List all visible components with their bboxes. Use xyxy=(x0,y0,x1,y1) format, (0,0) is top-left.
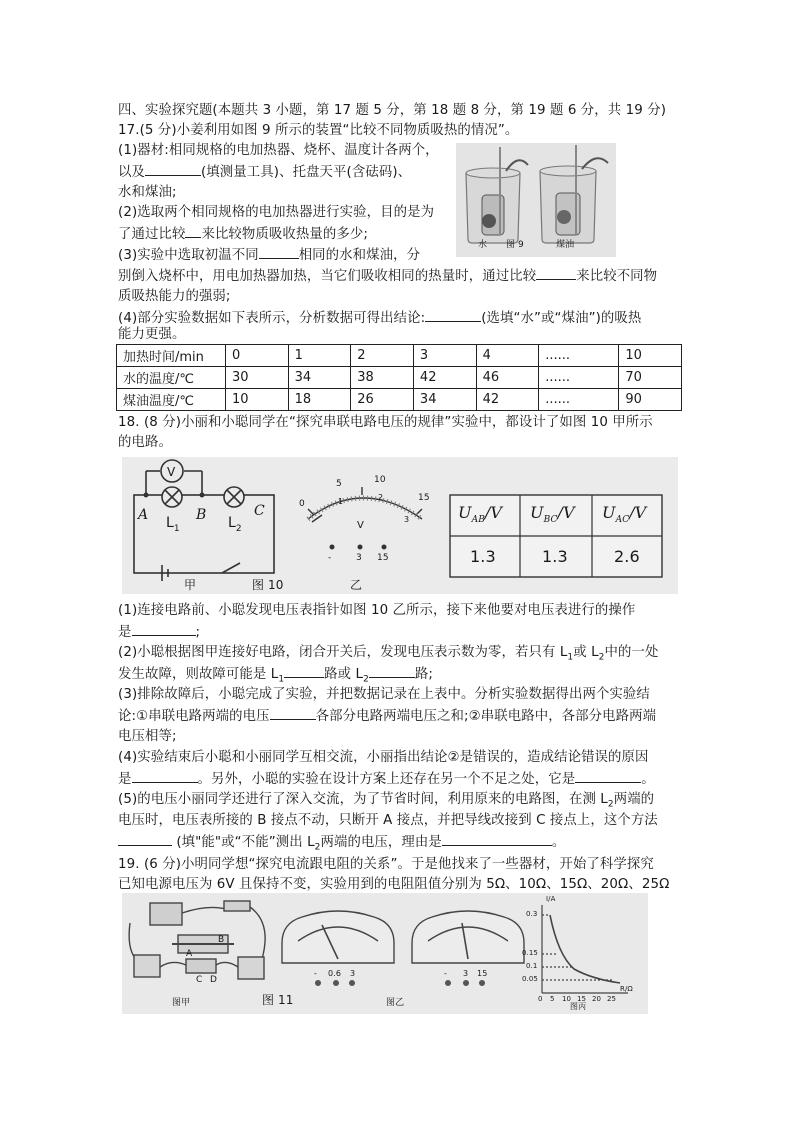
section-heading: 四、实验探究题(本题共 3 小题，第 17 题 5 分，第 18 题 8 分，第 19 题 6 分，共 19 分) xyxy=(118,103,667,118)
header-uac xyxy=(602,503,646,530)
answer-blank[interactable] xyxy=(442,832,552,846)
graph-x-tick: 15 xyxy=(577,995,587,1003)
text: U xyxy=(530,503,544,522)
subscript: 1 xyxy=(173,523,180,534)
text: 或 L xyxy=(573,645,599,660)
figure-11 xyxy=(122,893,648,1014)
ammeter-terminal: - xyxy=(314,969,317,978)
graph-y-tick: 0.05 xyxy=(522,975,538,983)
q18-p5-line3: (填"能"或“不能”测出 $L_2$两端的电压，理由是 。 xyxy=(118,832,565,858)
point-c-label: C xyxy=(254,503,265,519)
meter-tick: 1 xyxy=(338,497,344,506)
lamp2-label xyxy=(228,513,242,539)
graph-x-axis-label: R/Ω xyxy=(620,985,633,993)
q17-p2-line2 xyxy=(118,224,368,245)
text: 中的一处 xyxy=(604,645,659,660)
point-b-label: B xyxy=(196,507,207,523)
table-cell: 30 xyxy=(226,367,289,389)
q19-title-line1: 19. (6 分)小明同学想“探究电流跟电阻的关系”。于是他找来了一些器材，开始了科学探究 xyxy=(118,857,654,872)
answer-blank[interactable] xyxy=(145,162,201,176)
table-row xyxy=(117,367,682,389)
q18-title-line1: 18. (8 分)小丽和小聪同学在“探究串联电路电压的规律”实验中，都设计了如图 10 甲所示 xyxy=(118,415,653,430)
text: /V xyxy=(629,503,647,522)
text: 别倒入烧杯中，用电加热器加热，当它们吸收相同的热量时，通过比较 xyxy=(118,269,537,284)
q18-p3-line2 xyxy=(118,706,656,727)
value-ubc: 1.3 xyxy=(542,547,568,566)
q17-p4-line1 xyxy=(118,308,641,329)
q17-p3-line2 xyxy=(118,266,657,287)
text: (选填“水”或“煤油”)的吸热 xyxy=(481,311,642,326)
table-cell: 4 xyxy=(476,345,539,367)
terminal-label: 3 xyxy=(356,553,362,563)
text: L xyxy=(166,515,174,531)
label-tu-jia: 图甲 xyxy=(172,998,191,1008)
figure-10 xyxy=(122,457,678,594)
table-row xyxy=(117,345,682,367)
answer-blank[interactable] xyxy=(284,664,324,678)
graph-x-tick: 10 xyxy=(562,995,572,1003)
text: (2)小聪根据图甲连接好电路，闭合开关后，发现电压表示数为零，若只有 L xyxy=(118,645,568,660)
text: L xyxy=(228,515,236,531)
label-tu-yi: 图乙 xyxy=(386,998,405,1008)
graph-x-tick: 5 xyxy=(550,995,555,1003)
figure-11-caption: 图 11 xyxy=(262,993,294,1007)
ammeter-terminal: 3 xyxy=(350,969,356,978)
table-cell: 42 xyxy=(413,367,476,389)
text: 两端的电压，理由是 xyxy=(320,835,442,850)
q19-title-line2: 已知电源电压为 6V 且保持不变，实验用到的电阻阻值分别为 5Ω、10Ω、15Ω、20Ω、25Ω xyxy=(118,877,670,892)
text: (填"能"或“不能”测出 L xyxy=(176,835,315,850)
q18-p2-line2: 发生故障，则故障可能是 $L_1$ 路或 $L_2$ 路; xyxy=(118,664,433,690)
subscript: AC xyxy=(615,515,630,526)
table-cell: 煤油温度/℃ xyxy=(117,389,226,411)
q17-p1-line2 xyxy=(118,162,411,183)
value-uab: 1.3 xyxy=(470,547,496,566)
q17-p1-line3: 水和煤油; xyxy=(118,185,177,200)
q18-p2-line1: (2)小聪根据图甲连接好电路，闭合开关后，发现电压表示数为零，若只有 $L_1$或 $L_2$中的一处 xyxy=(118,645,659,663)
q17-title: 17.(5 分)小姜利用如图 9 所示的装置“比较不同物质吸热的情况”。 xyxy=(118,123,519,138)
subscript: BC xyxy=(543,515,558,526)
q18-p3-line3: 电压相等; xyxy=(118,729,177,744)
voltmeter-terminal: 15 xyxy=(477,969,488,978)
text: 了通过比较 xyxy=(118,227,186,242)
point-a-label: A xyxy=(138,507,149,523)
text: 。另外，小聪的实验在设计方案上还存在另一个不足之处，它是 xyxy=(197,772,576,787)
label-water: 水 xyxy=(478,240,488,250)
graph-x-tick: 0 xyxy=(538,995,543,1003)
meter-tick: 2 xyxy=(378,493,384,502)
text: 路; xyxy=(414,667,433,682)
table-cell: 46 xyxy=(476,367,539,389)
res-label-a: A xyxy=(186,949,193,959)
graph-y-tick: 0.1 xyxy=(526,962,538,970)
q17-p1-line1: (1)器材:相同规格的电加热器、烧杯、温度计各两个， xyxy=(118,143,439,158)
res-label-d: D xyxy=(210,975,218,985)
text: /V xyxy=(557,503,575,522)
q17-p4-line2: 能力更强。 xyxy=(118,327,186,342)
text: 发生故障，则故障可能是 L xyxy=(118,667,279,682)
figure-10-caption: 图 10 xyxy=(252,578,284,592)
q18-p4-line1: (4)实验结束后小聪和小丽同学互相交流，小丽指出结论②是错误的，造成结论错误的原因 xyxy=(118,750,649,765)
subscript: AB xyxy=(471,515,485,526)
q18-title-line2: 的电路。 xyxy=(118,435,172,450)
meter-tick: 0 xyxy=(299,499,305,509)
q17-p3-line1 xyxy=(118,245,420,266)
text: 相同的水和煤油，分 xyxy=(298,248,421,263)
text: (填测量工具)、托盘天平(含砝码)、 xyxy=(200,165,412,180)
table-cell: 2 xyxy=(351,345,414,367)
text: 两端的 xyxy=(613,792,655,807)
figure-9-caption: 图 9 xyxy=(506,240,524,250)
q18-p5-line2: 电压时，电压表所接的 B 接点不动，只断开 A 接点，并把导线改接到 C 接点上，这个方法 xyxy=(118,813,658,828)
table-cell: 0 xyxy=(226,345,289,367)
label-tu-bing: 图丙 xyxy=(570,1002,587,1011)
text: 来比较物质吸收热量的多少; xyxy=(201,227,368,242)
figure-10-drawing xyxy=(122,457,678,594)
text: U xyxy=(458,503,472,522)
text: 论:①串联电路两端的电压 xyxy=(118,709,270,724)
q17-data-table xyxy=(116,344,682,411)
answer-blank[interactable] xyxy=(575,769,641,783)
table-cell: ...... xyxy=(539,389,619,411)
graph-x-tick: 25 xyxy=(607,995,617,1003)
graph-x-tick: 20 xyxy=(592,995,602,1003)
answer-blank[interactable] xyxy=(536,266,576,280)
text: 。 xyxy=(551,835,566,850)
meter-tick: 10 xyxy=(374,475,386,485)
table-row xyxy=(117,389,682,411)
answer-blank[interactable] xyxy=(132,622,196,636)
table-cell: 加热时间/min xyxy=(117,345,226,367)
subscript: 2 xyxy=(235,523,242,534)
text: 各部分电路两端电压之和;②串联电路中，各部分电路两端 xyxy=(315,709,657,724)
text: 是 xyxy=(118,772,132,787)
meter-tick: 15 xyxy=(418,493,430,503)
table-cell: 26 xyxy=(351,389,414,411)
table-cell: 38 xyxy=(351,367,414,389)
text: 。 xyxy=(641,772,655,787)
table-cell: 10 xyxy=(226,389,289,411)
res-label-c: C xyxy=(196,975,203,985)
header-uab xyxy=(458,503,502,530)
text: /V xyxy=(484,503,503,522)
answer-blank[interactable] xyxy=(259,245,299,259)
answer-blank[interactable] xyxy=(369,664,415,678)
answer-blank[interactable] xyxy=(118,832,172,846)
answer-blank[interactable] xyxy=(132,769,198,783)
q17-p3-line3: 质吸热能力的强弱; xyxy=(118,289,231,304)
label-yi: 乙 xyxy=(350,578,363,592)
voltmeter-terminal: - xyxy=(444,969,447,978)
text: 以及 xyxy=(118,165,145,180)
table-cell: 1 xyxy=(288,345,351,367)
text: 路或 L xyxy=(324,667,364,682)
text: U xyxy=(602,503,616,522)
table-cell: 10 xyxy=(619,345,682,367)
meter-tick: 3 xyxy=(404,515,410,524)
lamp1-label xyxy=(166,513,180,539)
meter-unit: V xyxy=(357,520,364,531)
value-uac: 2.6 xyxy=(614,547,640,566)
res-label-b: B xyxy=(218,935,225,945)
q18-p1-line2 xyxy=(118,622,200,643)
text: (3)实验中选取初温不同 xyxy=(118,248,259,263)
header-ubc xyxy=(530,503,575,530)
q18-p4-line2 xyxy=(118,769,655,790)
table-cell: 70 xyxy=(619,367,682,389)
terminal-label: 15 xyxy=(377,553,389,563)
table-cell: ...... xyxy=(539,367,619,389)
text: 来比较不同物 xyxy=(576,269,658,284)
table-cell: 水的温度/℃ xyxy=(117,367,226,389)
table-cell: ...... xyxy=(539,345,619,367)
label-jia: 甲 xyxy=(184,578,197,592)
answer-blank[interactable] xyxy=(185,224,201,238)
table-cell: 42 xyxy=(476,389,539,411)
meter-tick: 5 xyxy=(336,479,342,489)
label-kerosene: 煤油 xyxy=(556,240,575,250)
ammeter-terminal: 0.6 xyxy=(328,969,342,978)
text: (5)的电压小丽同学还进行了深入交流，为了节省时间，利用原来的电路图，在测 L xyxy=(118,792,608,807)
figure-9-beakers xyxy=(456,143,616,257)
table-cell: 34 xyxy=(413,389,476,411)
table-cell: 3 xyxy=(413,345,476,367)
graph-y-axis-label: I/A xyxy=(546,895,556,903)
text: 是 xyxy=(118,625,132,640)
q18-p5-line1: (5)的电压小丽同学还进行了深入交流，为了节省时间，利用原来的电路图，在测 $L_2$两端的 xyxy=(118,792,655,810)
voltmeter-symbol: V xyxy=(167,465,176,479)
q18-p3-line1: (3)排除故障后，小聪完成了实验，并把数据记录在上表中。分析实验数据得出两个实验结 xyxy=(118,687,650,702)
table-cell: 18 xyxy=(288,389,351,411)
text: ; xyxy=(195,625,201,640)
table-cell: 90 xyxy=(619,389,682,411)
answer-blank[interactable] xyxy=(270,706,316,720)
q17-p2-line1: (2)选取两个相同规格的电加热器进行实验，目的是为 xyxy=(118,205,435,220)
voltmeter-terminal: 3 xyxy=(463,969,469,978)
table-cell: 34 xyxy=(288,367,351,389)
q18-p1-line1: (1)连接电路前、小聪发现电压表指针如图 10 乙所示，接下来他要对电压表进行的操作 xyxy=(118,603,636,618)
text: (4)部分实验数据如下表所示，分析数据可得出结论: xyxy=(118,311,426,326)
answer-blank[interactable] xyxy=(425,308,481,322)
graph-y-tick: 0.3 xyxy=(526,910,538,918)
terminal-label: - xyxy=(328,553,332,563)
graph-y-tick: 0.15 xyxy=(522,949,538,957)
